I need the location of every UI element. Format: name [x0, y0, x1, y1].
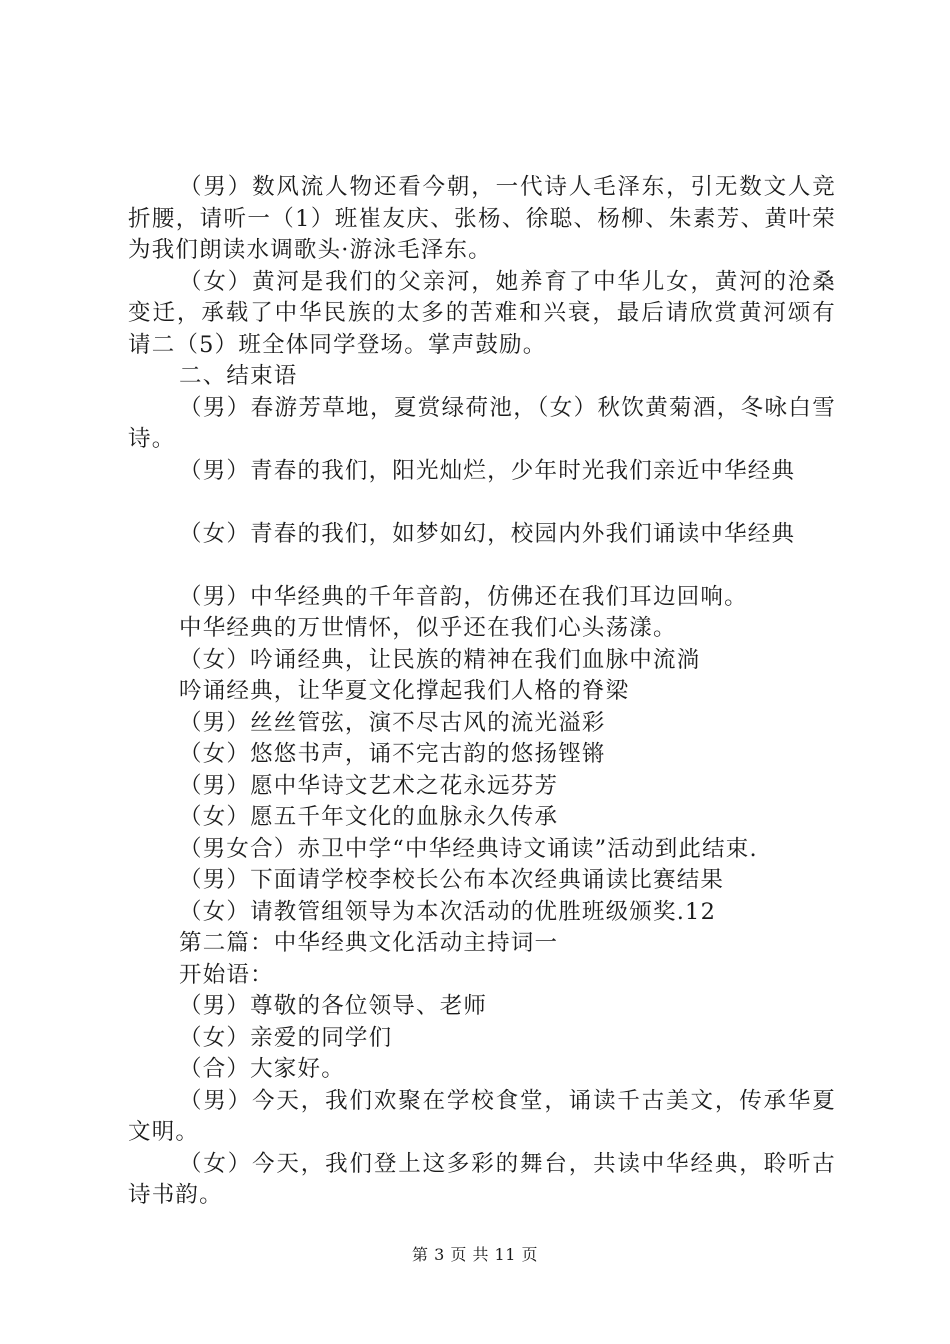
paragraph: （女）吟诵经典，让民族的精神在我们血脉中流淌 [179, 646, 701, 673]
paragraph: 吟诵经典，让华夏文化撑起我们人格的脊梁 [179, 678, 630, 704]
paragraph: 中华经典的万世情怀，似乎还在我们心头荡漾。 [179, 615, 677, 641]
paragraph: （男）下面请学校李校长公布本次经典诵读比赛结果 [179, 867, 725, 893]
paragraph: （女）愿五千年文化的血脉永久传承 [179, 804, 559, 830]
paragraph: （男）青春的我们，阳光灿烂，少年时光我们亲近中华经典 [179, 457, 796, 484]
paragraph: （女）黄河是我们的父亲河，她养育了中华儿女，黄河的沧桑变迁，承载了中华民族的太多的苦难和兴衰，最后请欣赏黄河颂有请二（5）班全体同学登场。掌声鼓励。 [128, 268, 836, 358]
paragraph: （女）亲爱的同学们 [179, 1024, 393, 1051]
paragraph: （女）悠悠书声，诵不完古韵的悠扬铿锵 [179, 741, 606, 767]
paragraph: （男）今天，我们欢聚在学校食堂，诵读千古美文，传承华夏文明。 [128, 1087, 836, 1145]
paragraph: （男）数风流人物还看今朝，一代诗人毛泽东，引无数文人竞折腰，请听一（1）班崔友庆、张杨、徐聪、杨柳、朱素芳、黄叶荣为我们朗读水调歌头·游泳毛泽东。 [128, 174, 836, 263]
section-heading: 二、结束语 [179, 363, 298, 389]
section-heading: 第二篇：中华经典文化活动主持词一 [179, 930, 559, 956]
paragraph: （男）尊敬的各位领导、老师 [179, 993, 488, 1019]
page-footer: 第 3 页 共 11 页 [412, 1245, 538, 1264]
paragraph: （女）今天，我们登上这多彩的舞台，共读中华经典，聆听古诗书韵。 [128, 1150, 836, 1208]
paragraph: 开始语： [179, 961, 274, 988]
paragraph: （男女合）赤卫中学“中华经典诗文诵读”活动到此结束. [179, 835, 758, 862]
document-body [128, 172, 836, 1212]
paragraph: （男）丝丝管弦，演不尽古风的流光溢彩 [179, 709, 606, 736]
paragraph: （男）愿中华诗文艺术之花永远芬芳 [179, 772, 559, 799]
paragraph: （男）中华经典的千年音韵，仿佛还在我们耳边回响。 [179, 583, 748, 610]
paragraph: （女）青春的我们，如梦如幻，校园内外我们诵读中华经典 [179, 520, 796, 547]
paragraph: （合）大家好。 [179, 1056, 345, 1082]
paragraph: （男）春游芳草地，夏赏绿荷池，（女）秋饮黄菊酒，冬咏白雪诗。 [128, 394, 836, 452]
paragraph: （女）请教管组领导为本次活动的优胜班级颁奖.12 [179, 898, 717, 925]
